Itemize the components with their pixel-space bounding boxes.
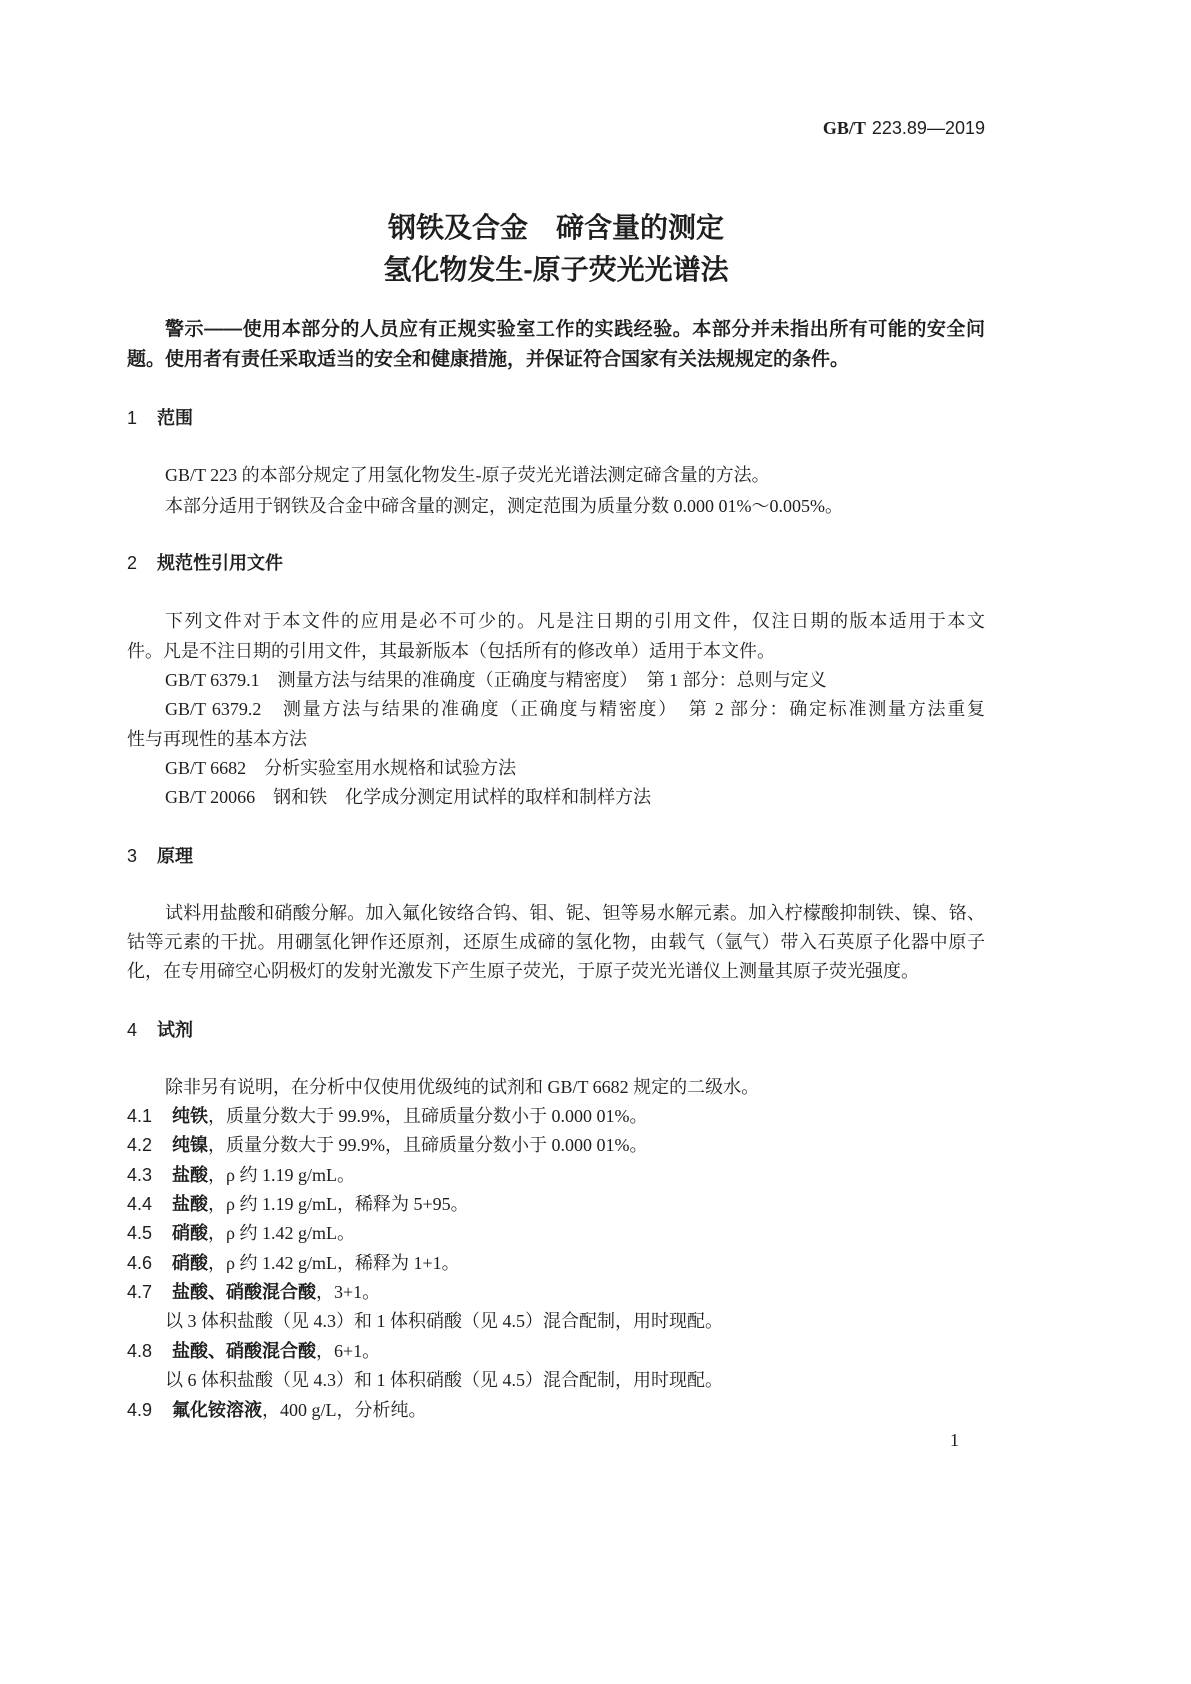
reagent-item	[127, 1398, 427, 1422]
reagent-item	[127, 1163, 355, 1187]
references-line-1: 下列文件对于本文件的应用是必不可少的。凡是注日期的引用文件，仅注日期的版本适用于本文	[165, 611, 985, 631]
reagent-description: ，质量分数大于 99.9%，且碲质量分数小于 0.000 01%。	[208, 1106, 648, 1126]
scope-line-2: 本部分适用于钢铁及合金中碲含量的测定，测定范围为质量分数 0.000 01%～0.005%。	[165, 496, 843, 516]
standard-code-prefix: GB/T	[822, 118, 866, 138]
warning-line-2: 题。使用者有责任采取适当的安全和健康措施，并保证符合国家有关法规规定的条件。	[127, 349, 850, 370]
reagent-description: ，ρ 约 1.19 g/mL，稀释为 5+95。	[208, 1194, 469, 1214]
page-number: 1	[950, 1430, 959, 1450]
scope-line-1: GB/T 223 的本部分规定了用氢化物发生-原子荧光光谱法测定碲含量的方法。	[165, 465, 770, 485]
reagent-description: ，ρ 约 1.19 g/mL。	[208, 1165, 355, 1185]
reagent-item	[127, 1192, 469, 1216]
reference-item: GB/T 6379.2 测量方法与结果的准确度（正确度与精密度） 第 2 部分：确定标准测量方法重复	[165, 699, 985, 719]
reagent-term: 盐酸	[172, 1165, 208, 1185]
section-title: 范围	[157, 408, 193, 428]
principle-line-2: 钴等元素的干扰。用硼氢化钾作还原剂，还原生成碲的氢化物，由载气（氩气）带入石英原子化器中原子	[127, 932, 985, 952]
reagent-description: ，ρ 约 1.42 g/mL。	[208, 1223, 355, 1243]
section-number: 2	[127, 553, 138, 573]
reagent-item	[127, 1221, 355, 1245]
document-title-line-2: 氢化物发生-原子荧光光谱法	[383, 254, 729, 285]
principle-line-3: 化，在专用碲空心阴极灯的发射光激发下产生原子荧光，于原子荧光光谱仪上测量其原子荧光强度。	[127, 961, 919, 981]
reagent-number: 4.8	[127, 1341, 153, 1361]
reagent-number: 4.4	[127, 1194, 153, 1214]
reagent-term: 硝酸	[172, 1253, 208, 1273]
reagent-number: 4.1	[127, 1106, 153, 1126]
reference-item: GB/T 20066 钢和铁 化学成分测定用试样的取样和制样方法	[165, 787, 652, 807]
section-number: 4	[127, 1020, 138, 1040]
reagent-item	[127, 1339, 380, 1363]
section-title: 规范性引用文件	[157, 553, 283, 573]
reagent-number: 4.3	[127, 1165, 153, 1185]
reagent-description: ，ρ 约 1.42 g/mL，稀释为 1+1。	[208, 1253, 460, 1273]
section-title: 原理	[157, 846, 193, 866]
section-title: 试剂	[157, 1020, 193, 1040]
reagent-note: 以 3 体积盐酸（见 4.3）和 1 体积硝酸（见 4.5）混合配制，用时现配。	[165, 1311, 723, 1331]
section-number: 3	[127, 846, 138, 866]
reagent-description: ，6+1。	[316, 1341, 381, 1361]
principle-line-1: 试料用盐酸和硝酸分解。加入氟化铵络合钨、钼、铌、钽等易水解元素。加入柠檬酸抑制铁、镍、铬、	[165, 903, 985, 923]
reagent-item	[127, 1251, 460, 1275]
warning-line-1: 警示——使用本部分的人员应有正规实验室工作的实践经验。本部分并未指出所有可能的安全问	[165, 319, 985, 340]
reagent-description: ，质量分数大于 99.9%，且碲质量分数小于 0.000 01%。	[208, 1135, 648, 1155]
reference-item: GB/T 6682 分析实验室用水规格和试验方法	[165, 758, 517, 778]
reagent-term: 纯镍	[172, 1135, 208, 1155]
reference-item-continuation: 性与再现性的基本方法	[127, 729, 307, 749]
reagent-term: 纯铁	[172, 1106, 208, 1126]
standard-code-number: 223.89—2019	[871, 118, 985, 138]
reagent-number: 4.7	[127, 1282, 153, 1302]
reagent-term: 氟化铵溶液	[172, 1400, 262, 1420]
reagent-term: 盐酸、硝酸混合酸	[172, 1341, 316, 1361]
reagent-number: 4.5	[127, 1223, 153, 1243]
reagent-number: 4.6	[127, 1253, 153, 1273]
references-line-2: 件。凡是不注日期的引用文件，其最新版本（包括所有的修改单）适用于本文件。	[127, 641, 775, 661]
reagent-note: 以 6 体积盐酸（见 4.3）和 1 体积硝酸（见 4.5）混合配制，用时现配。	[165, 1370, 723, 1390]
reagent-number: 4.9	[127, 1400, 153, 1420]
standard-code	[823, 116, 985, 140]
reference-item: GB/T 6379.1 测量方法与结果的准确度（正确度与精密度） 第 1 部分：总则与定义	[165, 670, 827, 690]
document-title-line-1: 钢铁及合金 碲含量的测定	[387, 212, 724, 243]
reagent-term: 盐酸、硝酸混合酸	[172, 1282, 316, 1302]
reagent-item	[127, 1280, 380, 1304]
reagent-term: 盐酸	[172, 1194, 208, 1214]
reagent-number: 4.2	[127, 1135, 153, 1155]
reagent-description: ，3+1。	[316, 1282, 381, 1302]
reagents-intro: 除非另有说明，在分析中仅使用优级纯的试剂和 GB/T 6682 规定的二级水。	[165, 1077, 760, 1097]
reagent-item	[127, 1133, 648, 1157]
section-number: 1	[127, 408, 138, 428]
reagent-description: ，400 g/L，分析纯。	[262, 1400, 427, 1420]
reagent-term: 硝酸	[172, 1223, 208, 1243]
reagent-item	[127, 1104, 648, 1128]
